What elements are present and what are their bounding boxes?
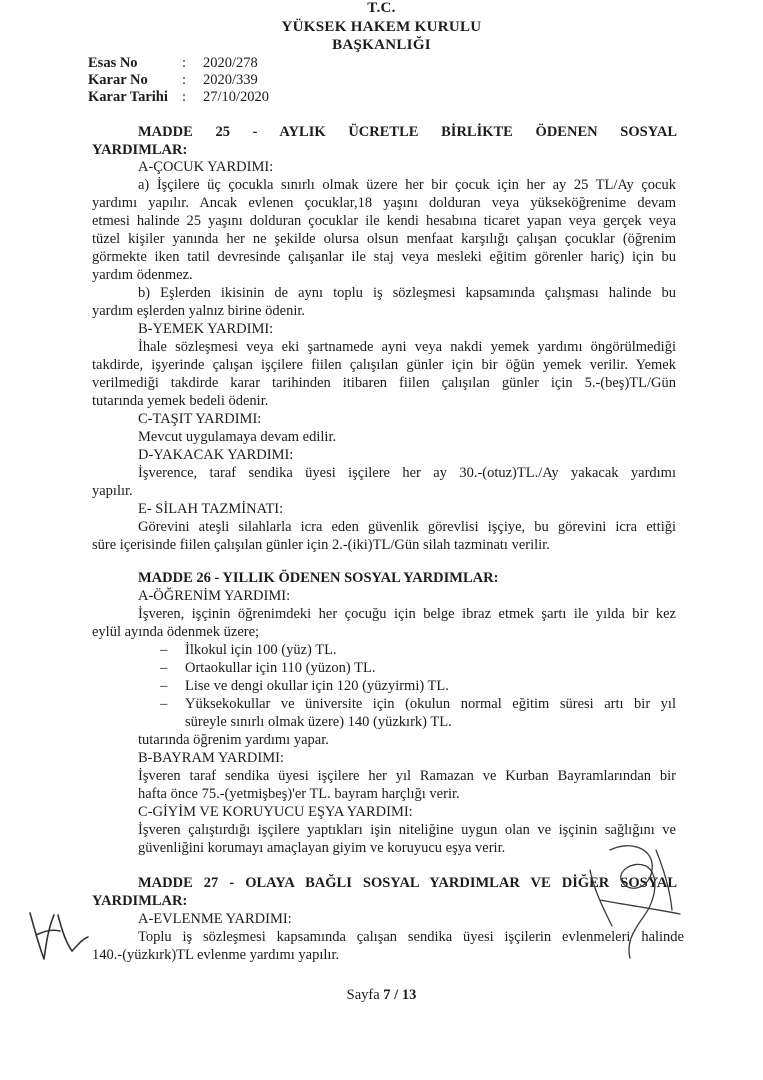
paragraph-line: hafta önce 75.-(yetmişbeş)'er TL. bayram harçlığı verir.	[138, 786, 460, 802]
paragraph-line: Mevcut uygulamaya devam edilir.	[138, 429, 337, 445]
section-heading: B-YEMEK YARDIMI:	[138, 321, 274, 337]
karar-no-label: Karar No	[88, 72, 148, 88]
paragraph-line: eylül ayında ödenmek üzere;	[92, 624, 260, 640]
header-office: BAŞKANLIĞI	[332, 37, 431, 53]
page-number	[0, 987, 763, 1004]
section-heading: C-GİYİM VE KORUYUCU EŞYA YARDIMI:	[138, 804, 413, 820]
list-dash: –	[160, 660, 168, 676]
paragraph-line: yardım ödenmez.	[92, 267, 193, 283]
paragraph-line: görmekte iken tatil devresinde çalışanlar ile staj veya mesleki eğitim görenler hariç) için bu	[92, 249, 676, 265]
list-item: İlkokul için 100 (yüz) TL.	[185, 642, 337, 658]
paragraph-line: İşveren çalıştırdığı işçilere yaptıkları işin niteliğine uygun olan ve işçinin sağlığını ve	[138, 822, 676, 838]
meta-sep: :	[182, 72, 187, 88]
paragraph-line: Toplu iş sözleşmesi kapsamında çalışan sendika üyesi işçilerin evlenmeleri halinde	[138, 929, 684, 945]
madde-27-title: MADDE 27 - OLAYA BAĞLI SOSYAL YARDIMLAR VE DİĞER SOSYAL	[138, 875, 677, 891]
paragraph-line: verilmediği takdirde karar tarihinden itibaren fiilen çalışılan günler için 5.-(beş)TL/Gün	[92, 375, 676, 391]
section-heading: B-BAYRAM YARDIMI:	[138, 750, 284, 766]
section-heading: E- SİLAH TAZMİNATI:	[138, 501, 284, 517]
list-dash: –	[160, 642, 168, 658]
paragraph-line: yardım eşlerden yalnız birine ödenir.	[92, 303, 305, 319]
page-total: 13	[401, 987, 417, 1003]
list-dash: –	[160, 678, 168, 694]
meta-sep: :	[182, 89, 187, 105]
madde-26-title: MADDE 26 - YILLIK ÖDENEN SOSYAL YARDIMLAR:	[138, 570, 499, 586]
meta-sep: :	[182, 55, 187, 71]
paragraph-line: tüzel kişiler yanında her ne şekilde olursa olsun menfaat karşılığı çalışan çocuklar (öğrenim	[92, 231, 676, 247]
paragraph-line: etmesi halinde 25 yaşını dolduran çocuklar ile kendi hesabına ticaret yapan veya gerçek veya	[92, 213, 676, 229]
handwritten-initials-icon	[22, 905, 92, 965]
header-tc: T.C.	[367, 0, 396, 16]
paragraph-line: süre içerisinde fiilen çalışılan günler için 2.-(iki)TL/Gün silah tazminatı verilir.	[92, 537, 550, 553]
paragraph-line: güvenliğini korumayı amaçlayan giyim ve koruyucu eşya verir.	[138, 840, 506, 856]
madde-25-title-cont: YARDIMLAR:	[92, 142, 188, 158]
paragraph-line: İşverence, taraf sendika üyesi işçilere her ay 30.-(otuz)TL./Ay yakacak yardımı	[138, 465, 676, 481]
paragraph-line: yardımı yapılır. Ancak evlenen çocuklar,18 yaşını dolduran veya yükseköğrenime devam	[92, 195, 676, 211]
paragraph-line: 140.-(yüzkırk)TL evlenme yardımı yapılır.	[92, 947, 340, 963]
header-org: YÜKSEK HAKEM KURULU	[281, 19, 482, 35]
section-heading: A-EVLENME YARDIMI:	[138, 911, 292, 927]
karar-tarihi-value: 27/10/2020	[203, 89, 270, 105]
karar-no-value: 2020/339	[203, 72, 258, 88]
signature-scribble-icon	[560, 830, 700, 970]
page-prefix: Sayfa	[346, 987, 380, 1003]
paragraph-line: takdirde, işyerinde çalışan işçilere fiilen çalışılan günler için bir öğün yemek verilir. Yemek	[92, 357, 676, 373]
section-heading: A-ÇOCUK YARDIMI:	[138, 159, 274, 175]
esas-no-value: 2020/278	[203, 55, 258, 71]
list-dash: –	[160, 696, 168, 712]
paragraph-line: İşveren, işçinin öğrenimdeki her çocuğu için belge ibraz etmek şartı ile yılda bir kez	[138, 606, 676, 622]
page-current: 7	[383, 987, 391, 1003]
section-heading: C-TAŞIT YARDIMI:	[138, 411, 262, 427]
section-heading: A-ÖĞRENİM YARDIMI:	[138, 588, 291, 604]
paragraph-line: tutarında yemek bedeli ödenir.	[92, 393, 269, 409]
karar-tarihi-label: Karar Tarihi	[88, 89, 168, 105]
paragraph-line: İşveren taraf sendika üyesi işçilere her yıl Ramazan ve Kurban Bayramlarından bir	[138, 768, 676, 784]
list-item: Yüksekokullar ve üniversite için (okulun normal eğitim süresi artı bir yıl	[185, 696, 676, 712]
paragraph-line: tutarında öğrenim yardımı yapar.	[138, 732, 329, 748]
list-item-cont: süreyle sınırlı olmak üzere) 140 (yüzkırk) TL.	[185, 714, 452, 730]
esas-no-label: Esas No	[88, 55, 138, 71]
section-heading: D-YAKACAK YARDIMI:	[138, 447, 294, 463]
paragraph-line: yapılır.	[92, 483, 133, 499]
paragraph-line: Görevini ateşli silahlarla icra eden güvenlik görevlisi işçiye, bu görevini icra ettiği	[138, 519, 676, 535]
madde-27-title-cont: YARDIMLAR:	[92, 893, 188, 909]
list-item: Lise ve dengi okullar için 120 (yüzyirmi) TL.	[185, 678, 449, 694]
madde-25-title: MADDE 25 - AYLIK ÜCRETLE BİRLİKTE ÖDENEN SOSYAL	[138, 124, 677, 140]
paragraph-line: b) Eşlerden ikisinin de aynı toplu iş sözleşmesi kapsamında çalışması halinde bu	[138, 285, 676, 301]
paragraph-line: a) İşçilere üç çocukla sınırlı olmak üzere her bir çocuk için her ay 25 TL/Ay çocuk	[138, 177, 676, 193]
list-item: Ortaokullar için 110 (yüzon) TL.	[185, 660, 376, 676]
page-sep: /	[394, 987, 399, 1003]
paragraph-line: İhale sözleşmesi veya eki şartnamede ayni veya nakdi yemek yardımı öngörülmediği	[138, 339, 676, 355]
